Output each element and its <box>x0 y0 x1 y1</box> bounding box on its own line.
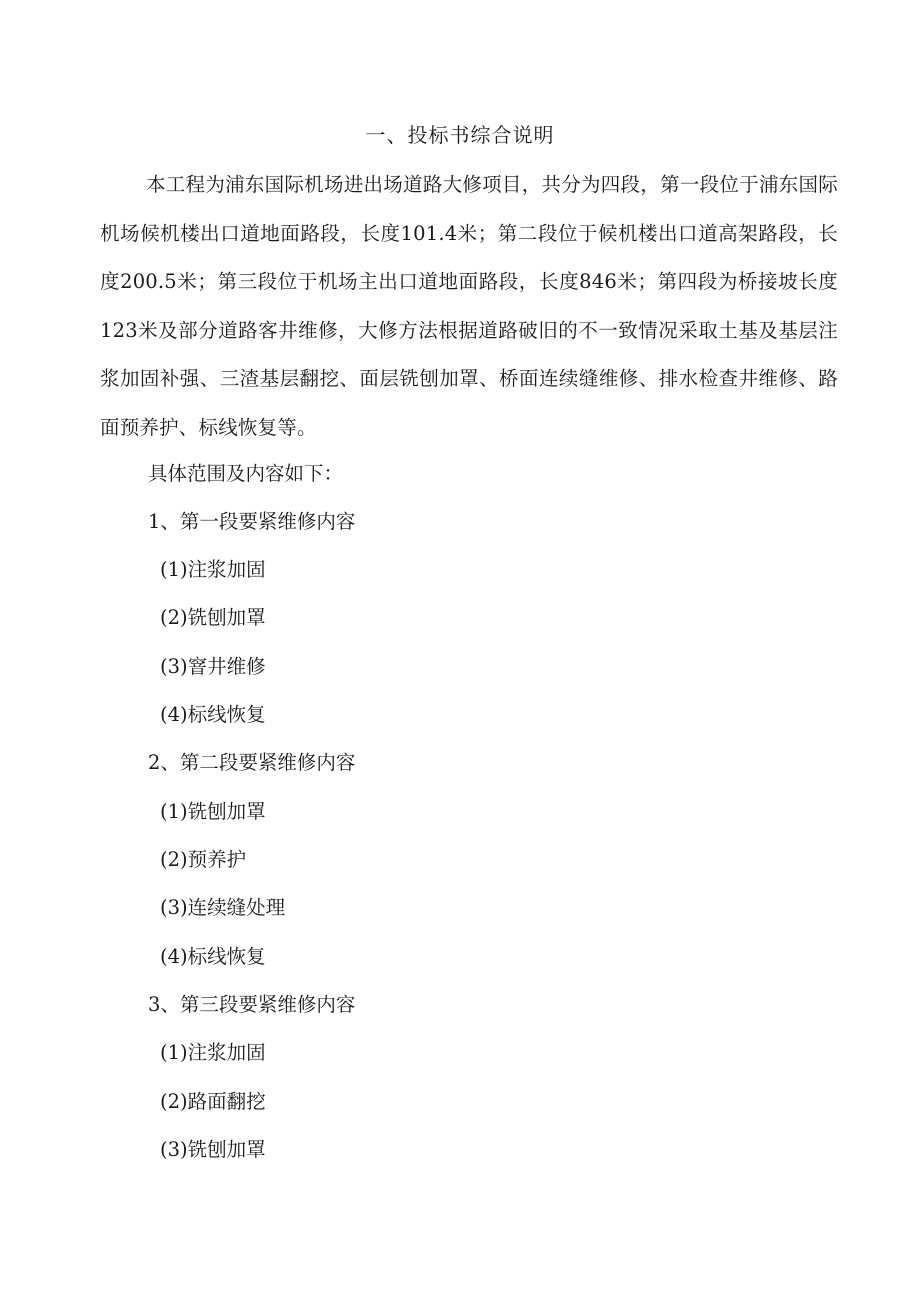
document-title: 一、投标书综合说明 <box>365 123 555 147</box>
section-2-item-2: (2)预养护 <box>160 848 247 871</box>
section-2-item-3: (3)连续缝处理 <box>160 896 286 919</box>
section-2-item-1: (1)铣刨加罩 <box>160 800 266 823</box>
scope-heading: 具体范围及内容如下： <box>148 462 344 485</box>
section-1-item-2: (2)铣刨加罩 <box>160 606 266 629</box>
section-3-item-3: (3)铣刨加罩 <box>160 1138 266 1161</box>
section-1-item-1: (1)注浆加固 <box>160 558 266 581</box>
section-3-heading: 3、第三段要紧维修内容 <box>148 993 356 1016</box>
section-3-item-2: (2)路面翻挖 <box>160 1090 266 1113</box>
section-3-item-1: (1)注浆加固 <box>160 1041 266 1064</box>
section-1-item-4: (4)标线恢复 <box>160 703 266 726</box>
intro-paragraph: 本工程为浦东国际机场进出场道路大修项目，共分为四段，第一段位于浦东国际机场候机楼出口道地面路段，长度101.4米；第二段位于候机楼出口道高架路段，长度200.5米；第三段位于机场主出口道地面路段，长度846米；第四段为桥接坡长度123米及部分道路客井维修，大修方法根据道路破旧的不一致情况采取土基及基层注浆加固补强、三渣基层翻挖、面层铣刨加罩、桥面连续缝维修、排水检查井维修、路面预养护、标线恢复等。 <box>100 173 838 439</box>
section-2-heading: 2、第二段要紧维修内容 <box>148 751 356 774</box>
section-1-item-3: (3)窨井维修 <box>160 655 266 678</box>
section-2-item-4: (4)标线恢复 <box>160 945 266 968</box>
section-1-heading: 1、第一段要紧维修内容 <box>148 510 356 533</box>
